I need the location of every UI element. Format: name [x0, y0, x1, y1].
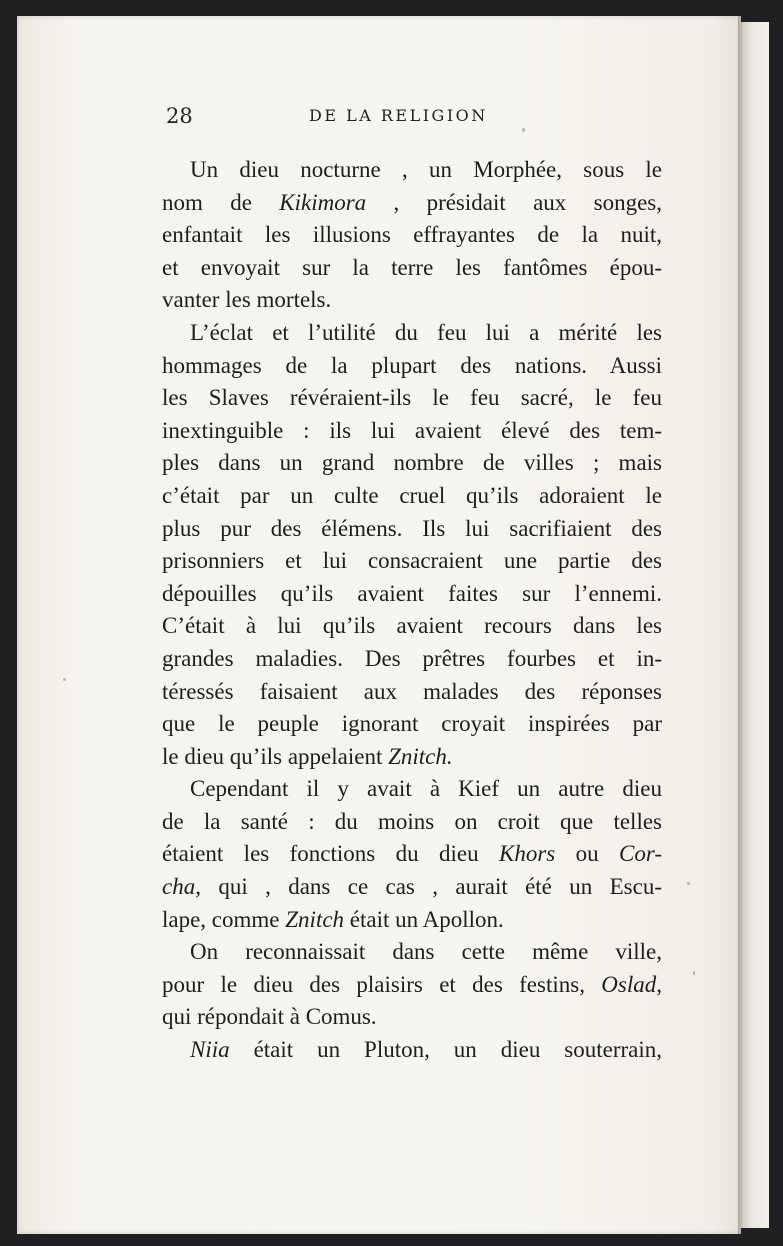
text-line	[162, 415, 662, 448]
text-segment: ou	[555, 841, 620, 867]
text-line	[162, 806, 662, 839]
text-segment: les Slaves révéraient-ils le feu sacré, le feu	[162, 385, 662, 411]
text-segment: le dieu qu’ils appelaient	[162, 743, 389, 769]
text-segment: On reconnaissait dans cette même ville,	[190, 939, 662, 965]
text-line	[162, 610, 662, 643]
italic-name: Khors	[498, 841, 556, 867]
running-head	[17, 102, 741, 132]
text-line	[162, 480, 662, 513]
text-segment: que le peuple ignorant croyait inspirées par	[162, 711, 662, 737]
text-segment: nom de	[162, 189, 280, 215]
text-segment: pour le dieu des plaisirs et des festins,	[162, 971, 602, 997]
paper-speck	[693, 971, 695, 975]
text-line	[162, 838, 662, 871]
text-line	[162, 317, 662, 350]
text-segment: qui répondait à Comus.	[162, 1004, 377, 1030]
text-line	[162, 252, 662, 285]
text-line	[162, 643, 662, 676]
text-line	[162, 871, 662, 904]
text-line	[162, 447, 662, 480]
text-line	[162, 741, 662, 774]
text-segment: enfantait les illusions effrayantes de la nuit,	[162, 222, 662, 248]
text-line	[162, 154, 662, 187]
text-segment: était un Pluton, un dieu souterrain,	[229, 1037, 662, 1063]
text-line	[162, 936, 662, 969]
text-segment: et envoyait sur la terre les fantômes épou-	[162, 254, 662, 280]
text-segment: Un dieu nocturne , un Morphée, sous le	[190, 157, 662, 182]
text-line	[162, 578, 662, 611]
text-segment: de la santé : du moins on croit que telles	[162, 808, 662, 834]
text-line	[162, 773, 662, 806]
text-line	[162, 187, 662, 220]
text-segment: étaient les fonctions du dieu	[162, 841, 499, 867]
text-segment: Cependant il y avait à Kief un autre dieu	[190, 776, 662, 802]
italic-name: Znitch	[285, 906, 345, 932]
text-segment: ples dans un grand nombre de villes ; mais	[162, 450, 662, 476]
text-segment: , présidait aux songes,	[366, 189, 662, 215]
italic-name: Niia	[190, 1037, 230, 1063]
text-segment: plus pur des élémens. Ils lui sacrifiaient des	[162, 515, 662, 541]
running-head-title: DE LA RELIGION	[309, 106, 488, 125]
text-segment: lape, comme	[162, 906, 286, 932]
text-line	[162, 284, 662, 317]
text-segment: ,	[656, 971, 662, 997]
text-segment: , qui , dans ce cas , aurait été un Escu-	[195, 874, 662, 900]
text-segment: était un Apollon.	[344, 906, 504, 932]
italic-name: cha	[162, 874, 196, 900]
text-line	[162, 676, 662, 709]
text-line	[162, 382, 662, 415]
text-line	[162, 513, 662, 546]
paper-speck	[522, 128, 525, 132]
paper-speck	[63, 678, 66, 681]
text-segment: c’était par un culte cruel qu’ils adoraient le	[162, 482, 662, 508]
text-line	[162, 969, 662, 1002]
text-line	[162, 708, 662, 741]
italic-name: Cor-	[619, 841, 663, 867]
body-text	[162, 154, 662, 1067]
text-segment: dépouilles qu’ils avaient faites sur l’ennemi.	[162, 580, 662, 606]
italic-name: Znitch.	[388, 743, 453, 769]
text-segment: L’éclat et l’utilité du feu lui a mérité les	[190, 319, 662, 345]
text-segment: téressés faisaient aux malades des réponses	[162, 678, 662, 704]
text-segment: inextinguible : ils lui avaient élevé des tem-	[162, 417, 662, 443]
text-segment: C’était à lui qu’ils avaient recours dans les	[162, 613, 662, 639]
text-line	[162, 904, 662, 937]
text-line	[162, 545, 662, 578]
text-line	[162, 350, 662, 383]
page-number: 28	[166, 104, 193, 128]
text-line	[162, 1034, 662, 1067]
text-segment: vanter les mortels.	[162, 287, 332, 313]
gutter-shadow	[738, 16, 743, 1234]
text-segment: prisonniers et lui consacraient une partie des	[162, 548, 662, 574]
text-segment: hommages de la plupart des nations. Aussi	[162, 352, 662, 378]
book-page	[17, 16, 741, 1234]
paper-speck	[687, 882, 690, 885]
text-line	[162, 1001, 662, 1034]
facing-page-edge	[741, 22, 769, 1228]
italic-name: Kikimora	[279, 189, 367, 215]
italic-name: Oslad	[601, 971, 657, 997]
text-segment: grandes maladies. Des prêtres fourbes et in-	[162, 645, 662, 671]
text-line	[162, 219, 662, 252]
